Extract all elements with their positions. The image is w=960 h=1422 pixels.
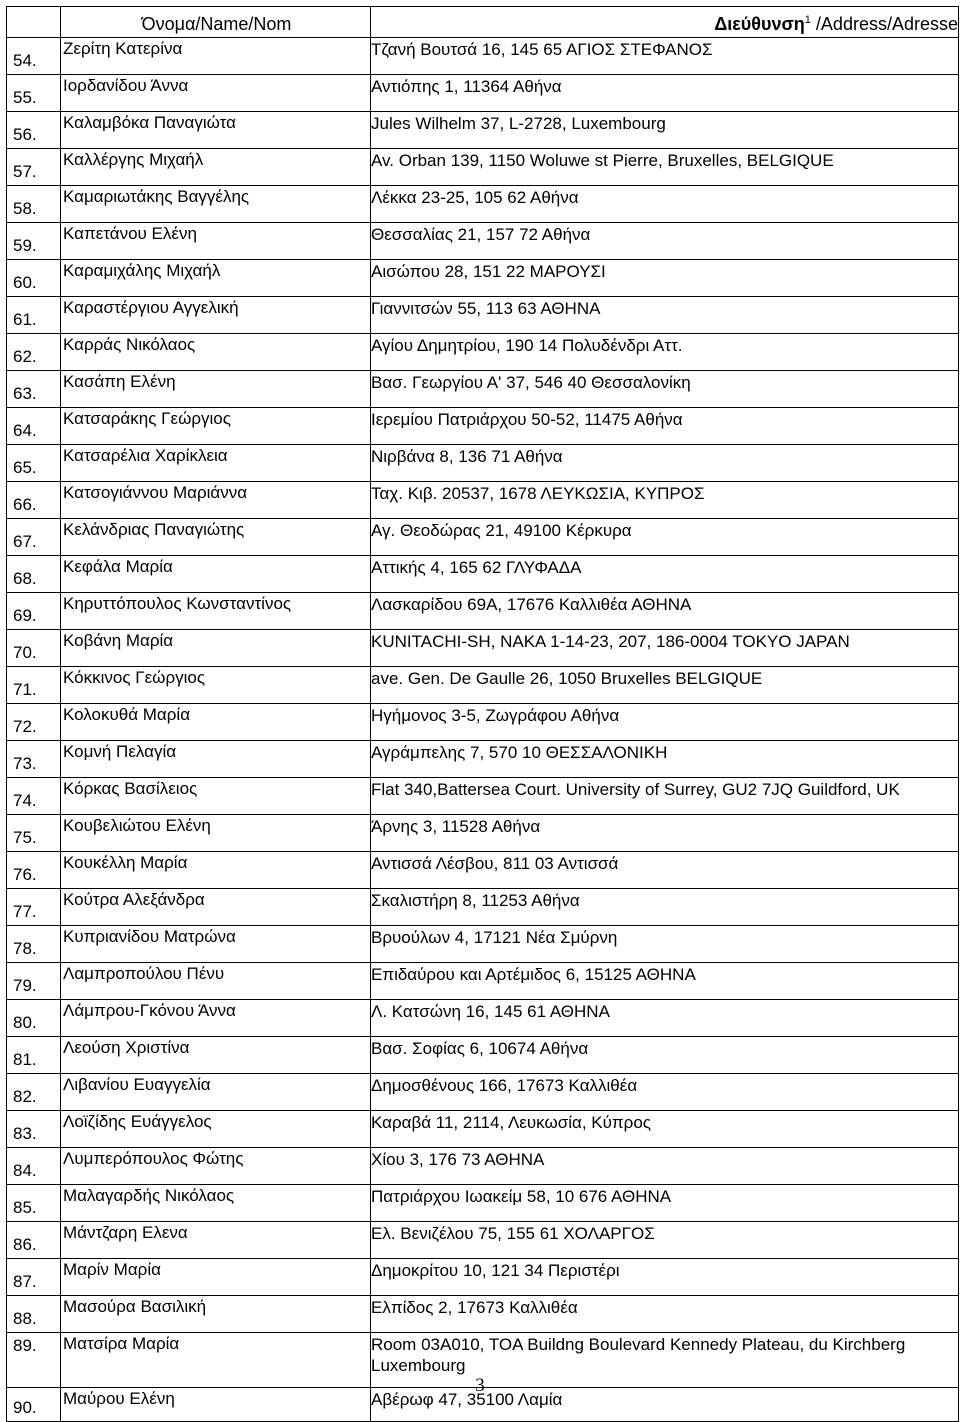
row-number: 69. bbox=[7, 593, 61, 630]
header-number-cell bbox=[7, 7, 61, 38]
row-name: Κελάνδριας Παναγιώτης bbox=[61, 519, 371, 556]
row-name: Καπετάνου Ελένη bbox=[61, 223, 371, 260]
row-number: 54. bbox=[7, 38, 61, 75]
row-number: 80. bbox=[7, 1000, 61, 1037]
row-name: Κουβελιώτου Ελένη bbox=[61, 815, 371, 852]
table-row bbox=[7, 149, 959, 186]
row-address: Ηγήμονος 3-5, Ζωγράφου Αθήνα bbox=[371, 704, 959, 741]
row-name: Μαλαγαρδής Νικόλαος bbox=[61, 1185, 371, 1222]
row-name: Κούτρα Αλεξάνδρα bbox=[61, 889, 371, 926]
row-number: 64. bbox=[7, 408, 61, 445]
table-row bbox=[7, 1148, 959, 1185]
row-name: Λεούση Χριστίνα bbox=[61, 1037, 371, 1074]
row-number: 63. bbox=[7, 371, 61, 408]
row-number: 66. bbox=[7, 482, 61, 519]
row-number: 82. bbox=[7, 1074, 61, 1111]
row-number: 88. bbox=[7, 1296, 61, 1333]
table-row bbox=[7, 778, 959, 815]
row-address: Αντιόπης 1, 11364 Αθήνα bbox=[371, 75, 959, 112]
row-address: Σκαλιστήρη 8, 11253 Αθήνα bbox=[371, 889, 959, 926]
row-number: 79. bbox=[7, 963, 61, 1000]
table-row bbox=[7, 556, 959, 593]
row-name: Κασάπη Ελένη bbox=[61, 371, 371, 408]
row-address: Επιδαύρου και Αρτέμιδος 6, 15125 ΑΘΗΝΑ bbox=[371, 963, 959, 1000]
row-name: Κεφάλα Μαρία bbox=[61, 556, 371, 593]
row-name: Λυμπερόπουλος Φώτης bbox=[61, 1148, 371, 1185]
row-name: Λάμπρου-Γκόνου Άννα bbox=[61, 1000, 371, 1037]
row-number: 58. bbox=[7, 186, 61, 223]
row-number: 68. bbox=[7, 556, 61, 593]
row-address: Αγ. Θεοδώρας 21, 49100 Κέρκυρα bbox=[371, 519, 959, 556]
table-row bbox=[7, 1000, 959, 1037]
row-address: Αντισσά Λέσβου, 811 03 Αντισσά bbox=[371, 852, 959, 889]
row-name: Λιβανίου Ευαγγελία bbox=[61, 1074, 371, 1111]
row-address: Χίου 3, 176 73 ΑΘΗΝΑ bbox=[371, 1148, 959, 1185]
row-name: Ζερίτη Κατερίνα bbox=[61, 38, 371, 75]
row-number: 72. bbox=[7, 704, 61, 741]
row-number: 55. bbox=[7, 75, 61, 112]
row-address: Λέκκα 23-25, 105 62 Αθήνα bbox=[371, 186, 959, 223]
row-number: 62. bbox=[7, 334, 61, 371]
row-address: Jules Wilhelm 37, L-2728, Luxembourg bbox=[371, 112, 959, 149]
table-row bbox=[7, 1111, 959, 1148]
row-address: Ιερεμίου Πατριάρχου 50-52, 11475 Αθήνα bbox=[371, 408, 959, 445]
row-address: Θεσσαλίας 21, 157 72 Αθήνα bbox=[371, 223, 959, 260]
row-number: 78. bbox=[7, 926, 61, 963]
table-row bbox=[7, 1037, 959, 1074]
row-name: Κατσαρέλια Χαρίκλεια bbox=[61, 445, 371, 482]
row-address: Αισώπου 28, 151 22 ΜΑΡΟΥΣΙ bbox=[371, 260, 959, 297]
header-name: Όνομα/Name/Nom bbox=[61, 7, 371, 38]
row-name: Κατσαράκης Γεώργιος bbox=[61, 408, 371, 445]
row-number: 67. bbox=[7, 519, 61, 556]
row-number: 86. bbox=[7, 1222, 61, 1259]
address-table bbox=[6, 6, 959, 1422]
table-row bbox=[7, 963, 959, 1000]
row-number: 81. bbox=[7, 1037, 61, 1074]
row-name: Καλαμβόκα Παναγιώτα bbox=[61, 112, 371, 149]
row-number: 77. bbox=[7, 889, 61, 926]
table-row bbox=[7, 186, 959, 223]
row-name: Μασούρα Βασιλική bbox=[61, 1296, 371, 1333]
row-number: 85. bbox=[7, 1185, 61, 1222]
row-number: 65. bbox=[7, 445, 61, 482]
row-number: 59. bbox=[7, 223, 61, 260]
row-name: Κουκέλλη Μαρία bbox=[61, 852, 371, 889]
row-number: 57. bbox=[7, 149, 61, 186]
table-row bbox=[7, 630, 959, 667]
row-name: Κομνή Πελαγία bbox=[61, 741, 371, 778]
table-row bbox=[7, 371, 959, 408]
row-number: 73. bbox=[7, 741, 61, 778]
table-row bbox=[7, 852, 959, 889]
row-address: Αγίου Δημητρίου, 190 14 Πολυδένδρι Αττ. bbox=[371, 334, 959, 371]
table-row bbox=[7, 445, 959, 482]
row-address: Ελπίδος 2, 17673 Καλλιθέα bbox=[371, 1296, 959, 1333]
table-row bbox=[7, 260, 959, 297]
row-address: Γιαννιτσών 55, 113 63 ΑΘΗΝΑ bbox=[371, 297, 959, 334]
row-address: Αβέρωφ 47, 35100 Λαμία bbox=[371, 1388, 959, 1422]
row-address: Ταχ. Κιβ. 20537, 1678 ΛΕΥΚΩΣΙΑ, ΚΥΠΡΟΣ bbox=[371, 482, 959, 519]
row-name: Καρράς Νικόλαος bbox=[61, 334, 371, 371]
row-number: 75. bbox=[7, 815, 61, 852]
row-address: Λ. Κατσώνη 16, 145 61 ΑΘΗΝΑ bbox=[371, 1000, 959, 1037]
row-name: Ματσίρα Μαρία bbox=[61, 1333, 371, 1388]
row-address: Αττικής 4, 165 62 ΓΛΥΦΑΔΑ bbox=[371, 556, 959, 593]
row-name: Μαύρου Ελένη bbox=[61, 1388, 371, 1422]
row-address: Αγράμπελης 7, 570 10 ΘΕΣΣΑΛΟΝΙΚΗ bbox=[371, 741, 959, 778]
row-address: Av. Orban 139, 1150 Woluwe st Pierre, Bruxelles, BELGIQUE bbox=[371, 149, 959, 186]
table-row bbox=[7, 1296, 959, 1333]
table-row bbox=[7, 593, 959, 630]
header-address bbox=[371, 7, 959, 38]
table-row bbox=[7, 38, 959, 75]
table-row bbox=[7, 1222, 959, 1259]
row-number: 71. bbox=[7, 667, 61, 704]
table-row bbox=[7, 519, 959, 556]
row-address: Καραβά 11, 2114, Λευκωσία, Κύπρος bbox=[371, 1111, 959, 1148]
row-address: ave. Gen. De Gaulle 26, 1050 Bruxelles BELGIQUE bbox=[371, 667, 959, 704]
row-address: Ελ. Βενιζέλου 75, 155 61 ΧΟΛΑΡΓΟΣ bbox=[371, 1222, 959, 1259]
table-body bbox=[7, 38, 959, 1422]
table-row bbox=[7, 1259, 959, 1296]
row-name: Καραμιχάλης Μιχαήλ bbox=[61, 260, 371, 297]
header-address-main: Διεύθυνση bbox=[714, 14, 805, 34]
row-name: Κοβάνη Μαρία bbox=[61, 630, 371, 667]
row-number: 76. bbox=[7, 852, 61, 889]
table-row bbox=[7, 482, 959, 519]
table-row bbox=[7, 297, 959, 334]
row-address: Πατριάρχου Ιωακείμ 58, 10 676 ΑΘΗΝΑ bbox=[371, 1185, 959, 1222]
row-number: 89. bbox=[7, 1333, 61, 1388]
row-name: Λοϊζίδης Ευάγγελος bbox=[61, 1111, 371, 1148]
row-address: Λασκαρίδου 69Α, 17676 Καλλιθέα ΑΘΗΝΑ bbox=[371, 593, 959, 630]
row-address: Βασ. Γεωργίου Α' 37, 546 40 Θεσσαλονίκη bbox=[371, 371, 959, 408]
row-address: Flat 340,Battersea Court. University of Surrey, GU2 7JQ Guildford, UK bbox=[371, 778, 959, 815]
table-row bbox=[7, 75, 959, 112]
row-name: Μάντζαρη Ελενα bbox=[61, 1222, 371, 1259]
table-row bbox=[7, 926, 959, 963]
table-row bbox=[7, 408, 959, 445]
row-address: Room 03A010, TOA Buildng Boulevard Kennedy Plateau, du Kirchberg Luxembourg bbox=[371, 1333, 959, 1388]
row-address: Τζανή Βουτσά 16, 145 65 ΑΓΙΟΣ ΣΤΕΦΑΝΟΣ bbox=[371, 38, 959, 75]
header-address-rest: /Address/Adresse bbox=[810, 14, 958, 34]
table-row bbox=[7, 112, 959, 149]
row-number: 90. bbox=[7, 1388, 61, 1422]
row-number: 60. bbox=[7, 260, 61, 297]
row-number: 70. bbox=[7, 630, 61, 667]
row-number: 83. bbox=[7, 1111, 61, 1148]
row-address: Δημοκρίτου 10, 121 34 Περιστέρι bbox=[371, 1259, 959, 1296]
row-name: Ιορδανίδου Άννα bbox=[61, 75, 371, 112]
table-row bbox=[7, 667, 959, 704]
row-name: Κηρυττόπουλος Κωνσταντίνος bbox=[61, 593, 371, 630]
row-name: Κολοκυθά Μαρία bbox=[61, 704, 371, 741]
row-name: Μαρίν Μαρία bbox=[61, 1259, 371, 1296]
table-row bbox=[7, 334, 959, 371]
table-row bbox=[7, 741, 959, 778]
table-row bbox=[7, 1185, 959, 1222]
row-number: 61. bbox=[7, 297, 61, 334]
row-address: Νιρβάνα 8, 136 71 Αθήνα bbox=[371, 445, 959, 482]
row-name: Κόρκας Βασίλειος bbox=[61, 778, 371, 815]
row-address: Βασ. Σοφίας 6, 10674 Αθήνα bbox=[371, 1037, 959, 1074]
header-address-footnote: 1 bbox=[804, 14, 811, 26]
row-number: 74. bbox=[7, 778, 61, 815]
row-address: Άρνης 3, 11528 Αθήνα bbox=[371, 815, 959, 852]
row-name: Κατσογιάννου Μαριάννα bbox=[61, 482, 371, 519]
row-name: Κυπριανίδου Ματρώνα bbox=[61, 926, 371, 963]
row-name: Καραστέργιου Αγγελική bbox=[61, 297, 371, 334]
row-number: 87. bbox=[7, 1259, 61, 1296]
table-row bbox=[7, 889, 959, 926]
row-name: Λαμπροπούλου Πένυ bbox=[61, 963, 371, 1000]
row-name: Καλλέργης Μιχαήλ bbox=[61, 149, 371, 186]
row-address: KUNITACHI-SH, NAKA 1-14-23, 207, 186-0004 TOKYO JAPAN bbox=[371, 630, 959, 667]
table-row bbox=[7, 223, 959, 260]
row-address: Βρυούλων 4, 17121 Νέα Σμύρνη bbox=[371, 926, 959, 963]
row-name: Κόκκινος Γεώργιος bbox=[61, 667, 371, 704]
table-row bbox=[7, 704, 959, 741]
row-number: 56. bbox=[7, 112, 61, 149]
page-number: 3 bbox=[475, 1375, 485, 1396]
table-row bbox=[7, 1074, 959, 1111]
row-address: Δημοσθένους 166, 17673 Καλλιθέα bbox=[371, 1074, 959, 1111]
table-row bbox=[7, 815, 959, 852]
table-header-row bbox=[7, 7, 959, 38]
row-name: Καμαριωτάκης Βαγγέλης bbox=[61, 186, 371, 223]
row-number: 84. bbox=[7, 1148, 61, 1185]
